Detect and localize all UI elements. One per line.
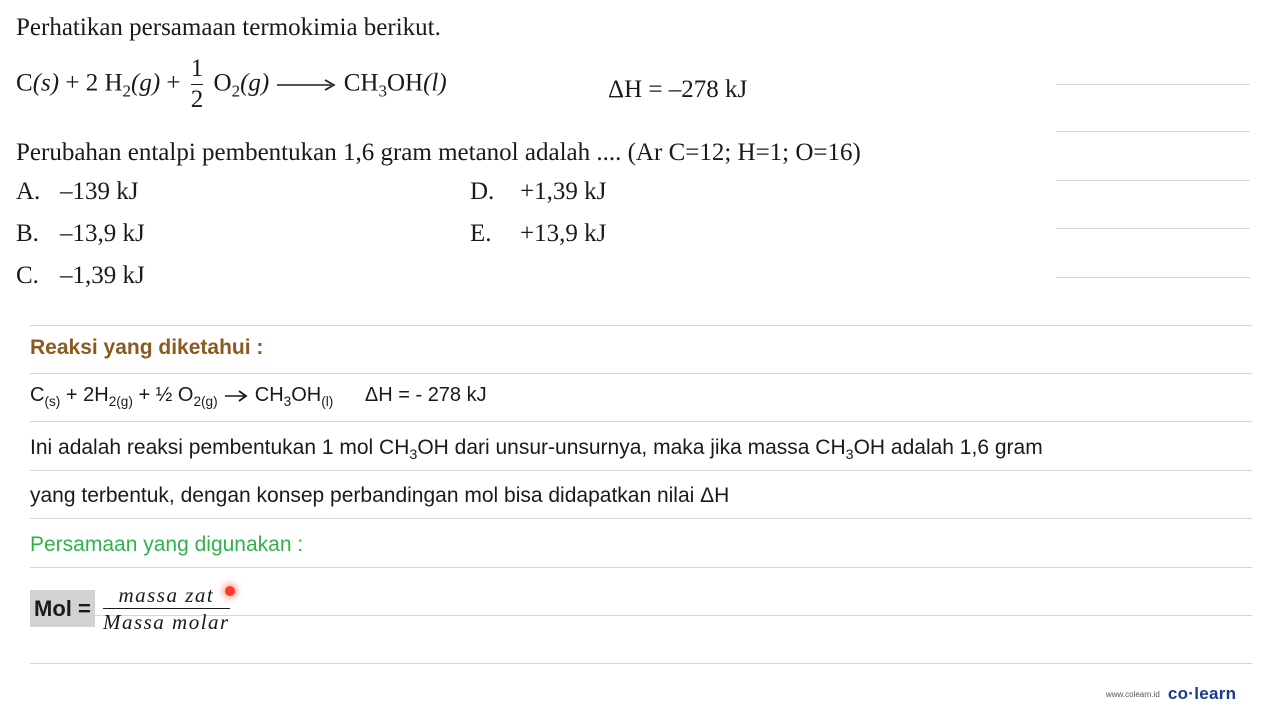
rx-carbon: C bbox=[30, 384, 45, 406]
option-value: +13,9 kJ bbox=[520, 220, 607, 247]
pointer-cursor-icon bbox=[225, 586, 235, 596]
rx-hydrogen-subscript: 2(g) bbox=[108, 393, 133, 409]
mol-numerator: massa zat bbox=[118, 583, 215, 607]
rx-oxygen: + ½ O bbox=[138, 384, 194, 406]
eq-h2-subscript: 2 bbox=[122, 81, 131, 101]
equation-heading: Persamaan yang digunakan : bbox=[30, 533, 304, 556]
explanation-line-2: yang terbentuk, dengan konsep perbandingan mol bisa didapatkan nilai ΔH bbox=[30, 484, 730, 507]
eq-carbon: C bbox=[16, 69, 33, 97]
explanation-subscript: 3 bbox=[845, 446, 854, 463]
eq-o2-subscript: 2 bbox=[231, 81, 241, 101]
option-c[interactable] bbox=[16, 262, 145, 290]
rx-carbon-state: (s) bbox=[44, 393, 61, 409]
ruled-line bbox=[30, 663, 1252, 664]
rx-oxygen-subscript: 2(g) bbox=[193, 393, 218, 409]
ruled-line bbox=[1056, 228, 1250, 229]
ruled-line bbox=[30, 421, 1252, 422]
rx-methanol: CH bbox=[254, 384, 284, 406]
mol-fraction bbox=[103, 584, 230, 633]
ruled-line bbox=[1056, 180, 1250, 181]
ruled-line bbox=[1056, 277, 1250, 278]
option-letter: D. bbox=[470, 178, 495, 205]
ruled-line bbox=[1056, 84, 1250, 85]
eq-oxygen: O bbox=[213, 69, 232, 97]
question-prompt: Perubahan entalpi pembentukan 1,6 gram metanol adalah .... (Ar C=12; H=1; O=16) bbox=[16, 139, 861, 166]
rx-methanol-tail: OH bbox=[291, 384, 322, 406]
mol-denominator: Massa molar bbox=[102, 610, 230, 635]
eq-h2-state: (g) bbox=[131, 69, 161, 97]
option-value: –13,9 kJ bbox=[60, 220, 145, 247]
option-value: +1,39 kJ bbox=[520, 178, 607, 205]
rx-methanol-state: (l) bbox=[321, 393, 334, 409]
ruled-line bbox=[30, 373, 1252, 374]
eq-methanol-state: (l) bbox=[423, 69, 447, 97]
option-letter: C. bbox=[16, 262, 39, 289]
brand-name: co·learn bbox=[1167, 684, 1237, 703]
ruled-line bbox=[30, 470, 1252, 471]
option-e[interactable] bbox=[470, 220, 606, 248]
option-d[interactable] bbox=[470, 178, 606, 206]
rx-hydrogen: + 2H bbox=[65, 384, 109, 406]
option-value: –1,39 kJ bbox=[60, 262, 145, 289]
colearn-logo bbox=[1106, 684, 1236, 704]
known-reaction-equation bbox=[30, 384, 487, 407]
site-url: www.colearn.id bbox=[1106, 689, 1160, 699]
reaction-arrow-icon bbox=[223, 389, 249, 403]
eq-methanol-subscript: 3 bbox=[378, 81, 387, 101]
eq-plus: + bbox=[166, 69, 181, 97]
rx-methanol-subscript: 3 bbox=[283, 393, 292, 409]
eq-carbon-state: (s) bbox=[32, 69, 60, 97]
eq-plus: + bbox=[65, 69, 80, 97]
mol-label: Mol = bbox=[30, 590, 95, 627]
rx-delta-h: ΔH = - 278 kJ bbox=[364, 384, 487, 406]
eq-fraction-numerator: 1 bbox=[190, 55, 204, 82]
explanation-text: OH adalah 1,6 gram bbox=[853, 436, 1043, 459]
ruled-line bbox=[1056, 131, 1250, 132]
ruled-line bbox=[30, 567, 1252, 568]
eq-o2-state: (g) bbox=[240, 69, 270, 97]
explanation-line-1 bbox=[30, 436, 1043, 463]
explanation-subscript: 3 bbox=[409, 446, 418, 463]
explanation-text: OH dari unsur-unsurnya, maka jika massa CH bbox=[417, 436, 846, 459]
explanation-text: Ini adalah reaksi pembentukan 1 mol CH bbox=[30, 436, 410, 459]
mol-formula bbox=[30, 584, 230, 633]
option-a[interactable] bbox=[16, 178, 138, 206]
option-letter: E. bbox=[470, 220, 492, 247]
option-letter: B. bbox=[16, 220, 39, 247]
thermochemical-equation bbox=[16, 56, 447, 114]
eq-half-fraction bbox=[191, 56, 204, 114]
eq-methanol: CH bbox=[343, 69, 379, 97]
known-reaction-heading: Reaksi yang diketahui : bbox=[30, 336, 264, 359]
question-intro: Perhatikan persamaan termokimia berikut. bbox=[16, 14, 441, 41]
option-letter: A. bbox=[16, 178, 41, 205]
enthalpy-value: ΔH = –278 kJ bbox=[608, 76, 748, 103]
ruled-line bbox=[30, 518, 1252, 519]
ruled-line bbox=[30, 325, 1252, 326]
eq-fraction-denominator: 2 bbox=[190, 86, 204, 114]
eq-h2-coefficient: 2 bbox=[85, 69, 99, 97]
reaction-arrow-icon bbox=[275, 78, 337, 92]
option-value: –139 kJ bbox=[60, 178, 139, 205]
option-b[interactable] bbox=[16, 220, 145, 248]
eq-hydrogen: H bbox=[104, 69, 123, 97]
eq-methanol-tail: OH bbox=[386, 69, 424, 97]
